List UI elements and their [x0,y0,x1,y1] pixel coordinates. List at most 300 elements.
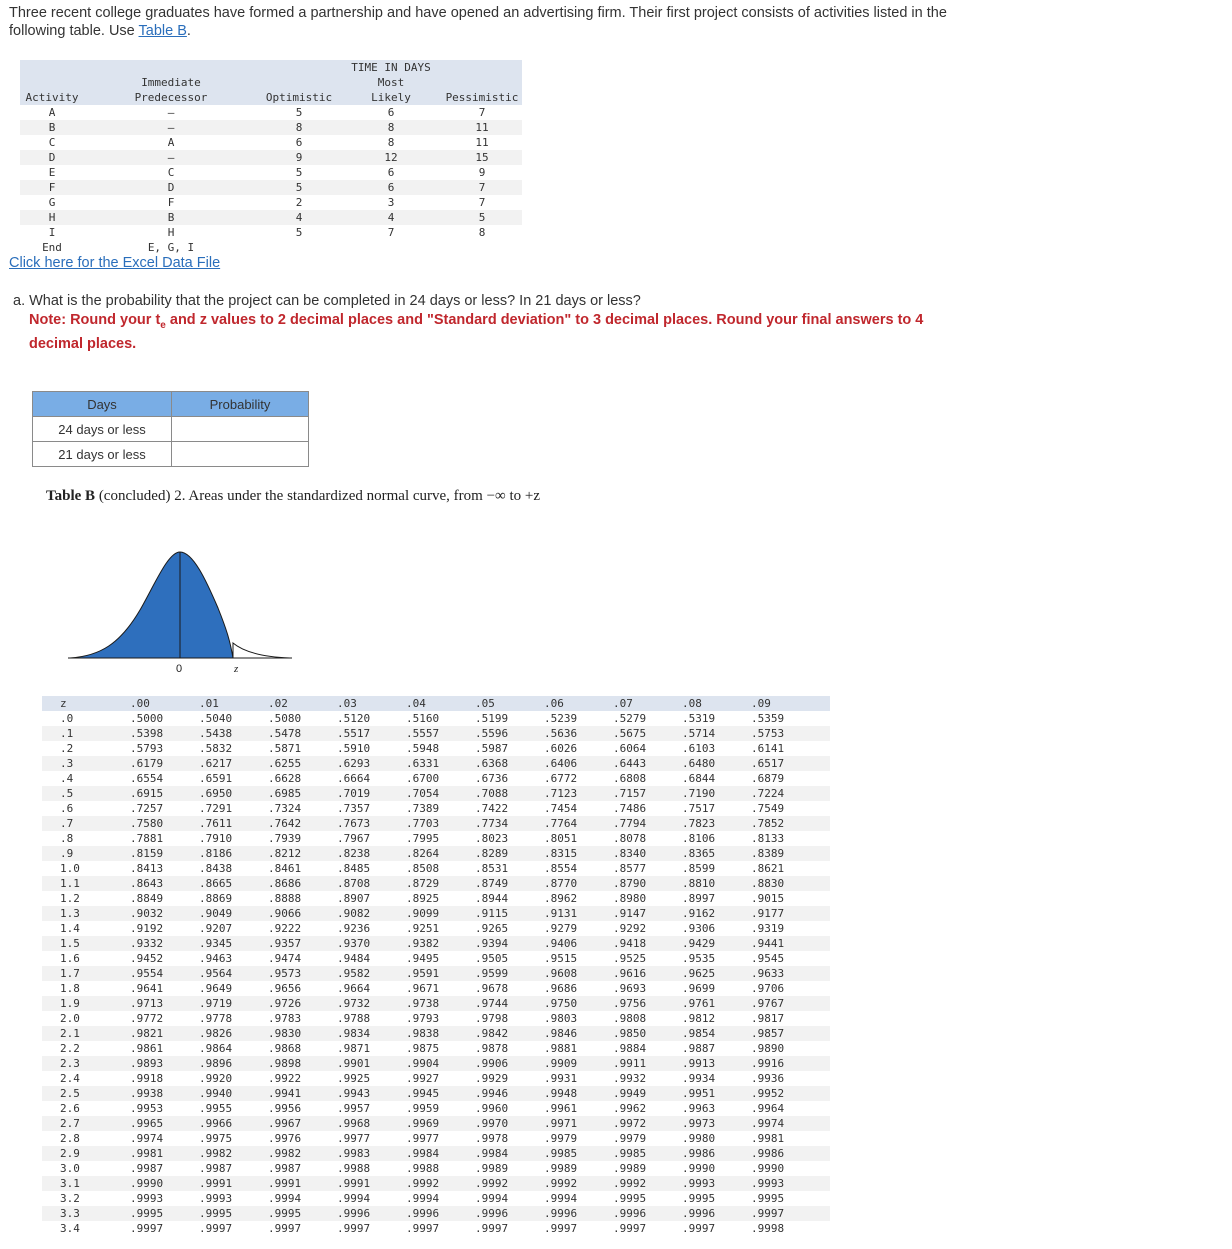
z-table-row [42,801,830,816]
z-area-cell: .9222 [268,922,302,935]
z-area-cell: .8749 [475,877,509,890]
likely-header: Likely [371,91,411,104]
z-value-cell: 2.1 [60,1027,80,1040]
z-area-cell: .9975 [199,1132,233,1145]
z-value-cell: 2.4 [60,1072,80,1085]
z-area-cell: .7454 [544,802,578,815]
z-area-cell: .6591 [199,772,233,785]
z-table-row [42,1011,830,1026]
z-area-cell: .6808 [613,772,647,785]
z-area-cell: .6255 [268,757,302,770]
z-area-cell: .9251 [406,922,440,935]
z-area-cell: .6406 [544,757,578,770]
activity-cell-ml: 4 [340,210,442,225]
z-area-cell: .9429 [682,937,716,950]
normal-curve-figure [60,540,300,680]
curve-zero-label: 0 [176,663,183,675]
activity-cell-activity: H [20,210,84,225]
z-area-cell: .9744 [475,997,509,1010]
z-area-cell: .9808 [613,1012,647,1025]
end-cell-activity: End [20,240,84,255]
z-area-cell: .9608 [544,967,578,980]
end-cell-empty [258,240,340,255]
z-area-cell: .6700 [406,772,440,785]
z-area-cell: .6664 [337,772,371,785]
z-area-cell: .9993 [751,1177,785,1190]
z-area-cell: .9956 [268,1102,302,1115]
z-area-cell: .9207 [199,922,233,935]
z-value-cell: 2.9 [60,1147,80,1160]
activity-row [20,225,522,240]
answer-table [32,391,309,467]
z-table-row [42,1221,830,1236]
activity-cell-opt: 5 [258,180,340,195]
pessimistic-header: Pessimistic [445,91,519,104]
z-area-cell: .9015 [751,892,785,905]
z-area-cell: .9965 [130,1117,164,1130]
z-table-row [42,846,830,861]
z-area-cell: .7190 [682,787,716,800]
activity-cell-opt: 6 [258,135,340,150]
z-area-cell: .5319 [682,712,716,725]
z-area-cell: .8315 [544,847,578,860]
z-area-cell: .9994 [337,1192,371,1205]
z-area-cell: .9525 [613,952,647,965]
z-area-cell: .8264 [406,847,440,860]
z-area-cell: .9625 [682,967,716,980]
activity-cell-activity: G [20,195,84,210]
z-area-cell: .6772 [544,772,578,785]
z-area-cell: .9861 [130,1042,164,1055]
z-area-cell: .9991 [337,1177,371,1190]
z-area-cell: .9967 [268,1117,302,1130]
z-area-cell: .9981 [130,1147,164,1160]
z-header-cell: .03 [337,697,357,710]
z-value-cell: 3.2 [60,1192,80,1205]
z-area-cell: .9997 [406,1222,440,1235]
z-area-cell: .9974 [751,1117,785,1130]
z-table-row [42,741,830,756]
rounding-note: Note: Round your $t_e$ and z values to 2 decimal places and "Standard deviation" to 3 decimal places. Round your final answers to 4 decimal places. [29,312,924,352]
z-header-cell: .01 [199,697,219,710]
activity-cell-opt: 8 [258,120,340,135]
z-area-cell: .9788 [337,1012,371,1025]
z-area-cell: .9938 [130,1087,164,1100]
z-area-cell: .8389 [751,847,785,860]
z-area-cell: .9979 [544,1132,578,1145]
z-area-cell: .9997 [475,1222,509,1235]
z-area-cell: .9952 [751,1087,785,1100]
curve-z-label: z [234,663,239,675]
activity-cell-activity: E [20,165,84,180]
excel-data-link[interactable]: Click here for the Excel Data File [9,255,221,271]
z-area-cell: .5160 [406,712,440,725]
activity-cell-pes: 11 [442,120,522,135]
z-header-cell: .06 [544,697,564,710]
z-area-cell: .9996 [475,1207,509,1220]
z-area-cell: .5948 [406,742,440,755]
z-area-cell: .5714 [682,727,716,740]
z-area-cell: .9997 [337,1222,371,1235]
z-table-row [42,891,830,906]
answer-label-21: 21 days or less [33,442,172,467]
z-table-row [42,726,830,741]
z-area-cell: .9995 [751,1192,785,1205]
z-area-cell: .9998 [751,1222,785,1235]
z-area-cell: .5120 [337,712,371,725]
z-area-cell: .9913 [682,1057,716,1070]
probability-21-input[interactable] [172,443,308,465]
activity-cell-ml: 12 [340,150,442,165]
z-area-cell: .9916 [751,1057,785,1070]
z-area-cell: .7019 [337,787,371,800]
activity-cell-pred: F [84,195,258,210]
z-area-cell: .9706 [751,982,785,995]
activity-row [20,135,522,150]
z-table-row [42,981,830,996]
z-value-cell: 3.0 [60,1162,80,1175]
z-area-cell: .9996 [544,1207,578,1220]
z-area-cell: .9948 [544,1087,578,1100]
z-area-cell: .8340 [613,847,647,860]
z-area-cell: .8485 [337,862,371,875]
z-area-cell: .9983 [337,1147,371,1160]
activity-row [20,105,522,120]
z-area-cell: .7549 [751,802,785,815]
z-area-cell: .9898 [268,1057,302,1070]
z-value-cell: 1.7 [60,967,80,980]
z-table-row [42,1176,830,1191]
z-area-cell: .9997 [613,1222,647,1235]
z-area-cell: .9162 [682,907,716,920]
z-value-cell: 1.2 [60,892,80,905]
z-area-cell: .9890 [751,1042,785,1055]
z-header-cell: .07 [613,697,633,710]
z-table-row [42,1041,830,1056]
answer-row-24 [33,417,309,442]
z-area-cell: .9984 [406,1147,440,1160]
table-b-link[interactable]: Table B [138,23,187,39]
z-area-cell: .9987 [268,1162,302,1175]
z-area-cell: .9901 [337,1057,371,1070]
z-area-cell: .9032 [130,907,164,920]
z-area-cell: .9995 [682,1192,716,1205]
z-area-cell: .8554 [544,862,578,875]
z-table-row [42,711,830,726]
z-area-cell: .9192 [130,922,164,935]
answer-row-21 [33,442,309,467]
z-area-cell: .9713 [130,997,164,1010]
z-area-cell: .9066 [268,907,302,920]
z-area-cell: .9838 [406,1027,440,1040]
z-area-cell: .9957 [337,1102,371,1115]
z-area-cell: .5910 [337,742,371,755]
z-header-cell: .04 [406,697,426,710]
z-area-cell: .7823 [682,817,716,830]
z-area-cell: .7881 [130,832,164,845]
activity-cell-pred: – [84,105,258,120]
z-area-cell: .8577 [613,862,647,875]
z-area-cell: .7673 [337,817,371,830]
z-area-cell: .9131 [544,907,578,920]
z-area-cell: .9082 [337,907,371,920]
z-area-cell: .8289 [475,847,509,860]
z-area-cell: .9973 [682,1117,716,1130]
z-value-cell: 1.6 [60,952,80,965]
z-value-cell: 2.6 [60,1102,80,1115]
z-area-cell: .9842 [475,1027,509,1040]
z-area-cell: .6628 [268,772,302,785]
z-area-cell: .9826 [199,1027,233,1040]
z-area-cell: .6985 [268,787,302,800]
z-area-cell: .5080 [268,712,302,725]
z-area-cell: .8869 [199,892,233,905]
z-header-cell: .05 [475,697,495,710]
z-area-cell: .8186 [199,847,233,860]
z-area-cell: .5040 [199,712,233,725]
z-area-cell: .7357 [337,802,371,815]
z-area-cell: .8365 [682,847,716,860]
z-area-cell: .9772 [130,1012,164,1025]
z-value-cell: 2.2 [60,1042,80,1055]
z-area-cell: .9993 [199,1192,233,1205]
probability-24-input[interactable] [172,418,308,440]
answer-label-24: 24 days or less [33,417,172,442]
z-area-cell: .9990 [682,1162,716,1175]
activity-cell-pred: A [84,135,258,150]
activity-cell-activity: B [20,120,84,135]
z-area-cell: .9987 [199,1162,233,1175]
z-area-cell: .8023 [475,832,509,845]
z-area-cell: .9964 [751,1102,785,1115]
z-area-cell: .9812 [682,1012,716,1025]
z-area-cell: .9997 [682,1222,716,1235]
z-area-cell: .8686 [268,877,302,890]
immediate-header: Immediate [141,76,201,89]
z-area-cell: .9993 [130,1192,164,1205]
z-table-row [42,906,830,921]
z-area-cell: .6879 [751,772,785,785]
z-area-cell: .9686 [544,982,578,995]
z-area-cell: .9265 [475,922,509,935]
z-area-cell: .9979 [613,1132,647,1145]
z-area-cell: .7764 [544,817,578,830]
z-area-cell: .6103 [682,742,716,755]
z-table-row [42,966,830,981]
z-area-cell: .9990 [130,1177,164,1190]
z-area-cell: .6179 [130,757,164,770]
z-table-row [42,771,830,786]
activity-cell-opt: 5 [258,225,340,240]
activity-cell-pred: H [84,225,258,240]
end-cell-pred: E, G, I [84,240,258,255]
z-area-cell: .9988 [337,1162,371,1175]
probability-header: Probability [172,392,309,417]
z-area-cell: .7088 [475,787,509,800]
z-area-cell: .9991 [268,1177,302,1190]
z-area-cell: .6554 [130,772,164,785]
z-area-cell: .5987 [475,742,509,755]
z-area-cell: .9982 [268,1147,302,1160]
predecessor-header: Predecessor [134,91,208,104]
activity-cell-opt: 5 [258,105,340,120]
shaded-area [70,552,233,658]
z-area-cell: .8106 [682,832,716,845]
z-area-cell: .9738 [406,997,440,1010]
z-area-cell: .9994 [544,1192,578,1205]
z-area-cell: .9441 [751,937,785,950]
activity-cell-activity: A [20,105,84,120]
z-area-cell: .9997 [130,1222,164,1235]
z-table-row [42,756,830,771]
activity-cell-opt: 9 [258,150,340,165]
question-block [13,292,963,354]
z-area-cell: .9994 [268,1192,302,1205]
z-area-cell: .5279 [613,712,647,725]
activity-end-row [20,240,522,255]
z-area-cell: .9830 [268,1027,302,1040]
z-table-row [42,951,830,966]
z-area-cell: .9418 [613,937,647,950]
activity-row [20,210,522,225]
z-area-cell: .8962 [544,892,578,905]
z-area-cell: .8888 [268,892,302,905]
z-area-cell: .9803 [544,1012,578,1025]
z-value-cell: .1 [60,727,74,740]
z-area-cell: .7054 [406,787,440,800]
z-area-cell: .9995 [130,1207,164,1220]
z-area-cell: .8508 [406,862,440,875]
z-area-cell: .5557 [406,727,440,740]
z-area-cell: .9850 [613,1027,647,1040]
activity-cell-ml: 6 [340,180,442,195]
z-value-cell: 1.4 [60,922,80,935]
z-area-cell: .9987 [130,1162,164,1175]
z-value-cell: 2.5 [60,1087,80,1100]
z-area-cell: .9545 [751,952,785,965]
curve-tail [233,643,290,658]
z-area-cell: .9649 [199,982,233,995]
z-area-cell: .8665 [199,877,233,890]
z-area-cell: .9936 [751,1072,785,1085]
z-area-cell: .9474 [268,952,302,965]
end-cell-empty [442,240,522,255]
z-area-cell: .9049 [199,907,233,920]
z-area-cell: .7939 [268,832,302,845]
z-area-cell: .7734 [475,817,509,830]
z-area-cell: .8621 [751,862,785,875]
most-header: Most [377,76,405,89]
z-area-cell: .8051 [544,832,578,845]
z-header-cell: .02 [268,697,288,710]
z-header-cell: .09 [751,697,771,710]
z-area-cell: .9984 [475,1147,509,1160]
z-area-cell: .9394 [475,937,509,950]
activity-cell-ml: 6 [340,165,442,180]
activity-cell-pes: 8 [442,225,522,240]
z-area-cell: .9970 [475,1117,509,1130]
z-area-cell: .9997 [751,1207,785,1220]
z-area-cell: .9918 [130,1072,164,1085]
z-header-cell: z [60,697,67,710]
z-value-cell: .2 [60,742,74,755]
z-area-cell: .9995 [199,1207,233,1220]
z-area-cell: .9147 [613,907,647,920]
z-area-cell: .9864 [199,1042,233,1055]
z-area-cell: .6736 [475,772,509,785]
z-area-cell: .7910 [199,832,233,845]
z-area-cell: .9992 [475,1177,509,1190]
z-area-cell: .9871 [337,1042,371,1055]
z-area-cell: .9986 [682,1147,716,1160]
z-area-cell: .9452 [130,952,164,965]
z-value-cell: 1.3 [60,907,80,920]
z-area-cell: .9911 [613,1057,647,1070]
z-value-cell: .7 [60,817,74,830]
z-area-cell: .6950 [199,787,233,800]
z-area-cell: .9793 [406,1012,440,1025]
activity-cell-pred: – [84,150,258,165]
z-table-body [42,711,830,1236]
z-area-cell: .9996 [337,1207,371,1220]
z-area-cell: .9756 [613,997,647,1010]
z-area-cell: .6217 [199,757,233,770]
z-area-cell: .7324 [268,802,302,815]
z-area-cell: .9994 [475,1192,509,1205]
z-area-cell: .5596 [475,727,509,740]
z-area-cell: .9761 [682,997,716,1010]
z-area-cell: .6517 [751,757,785,770]
z-value-cell: 3.1 [60,1177,80,1190]
activity-cell-activity: I [20,225,84,240]
z-area-cell: .9332 [130,937,164,950]
z-value-cell: .6 [60,802,74,815]
z-area-cell: .9881 [544,1042,578,1055]
intro-after: . [186,23,191,39]
z-header-cell: .00 [130,697,150,710]
z-table-row [42,1146,830,1161]
z-area-cell: .8770 [544,877,578,890]
z-area-cell: .9484 [337,952,371,965]
z-area-cell: .8078 [613,832,647,845]
z-table-row [42,861,830,876]
z-area-cell: .9115 [475,907,509,920]
question-text: a. What is the probability that the project can be completed in 24 days or less? In 21 days or less? [13,293,641,309]
z-area-cell: .9884 [613,1042,647,1055]
z-area-cell: .9953 [130,1102,164,1115]
z-area-cell: .9960 [475,1102,509,1115]
z-table-row [42,1086,830,1101]
z-table-header-row [42,696,830,711]
z-value-cell: .5 [60,787,74,800]
z-area-cell: .8729 [406,877,440,890]
activity-cell-opt: 4 [258,210,340,225]
z-area-cell: .9678 [475,982,509,995]
z-area-cell: .9893 [130,1057,164,1070]
z-area-cell: .9599 [475,967,509,980]
z-area-cell: .9345 [199,937,233,950]
z-area-cell: .8849 [130,892,164,905]
z-area-cell: .9959 [406,1102,440,1115]
z-value-cell: 1.8 [60,982,80,995]
z-area-cell: .9966 [199,1117,233,1130]
z-area-cell: .5359 [751,712,785,725]
z-value-cell: 1.1 [60,877,80,890]
z-area-cell: .9986 [751,1147,785,1160]
z-area-cell: .9906 [475,1057,509,1070]
z-area-cell: .9997 [268,1222,302,1235]
z-area-cell: .9995 [268,1207,302,1220]
